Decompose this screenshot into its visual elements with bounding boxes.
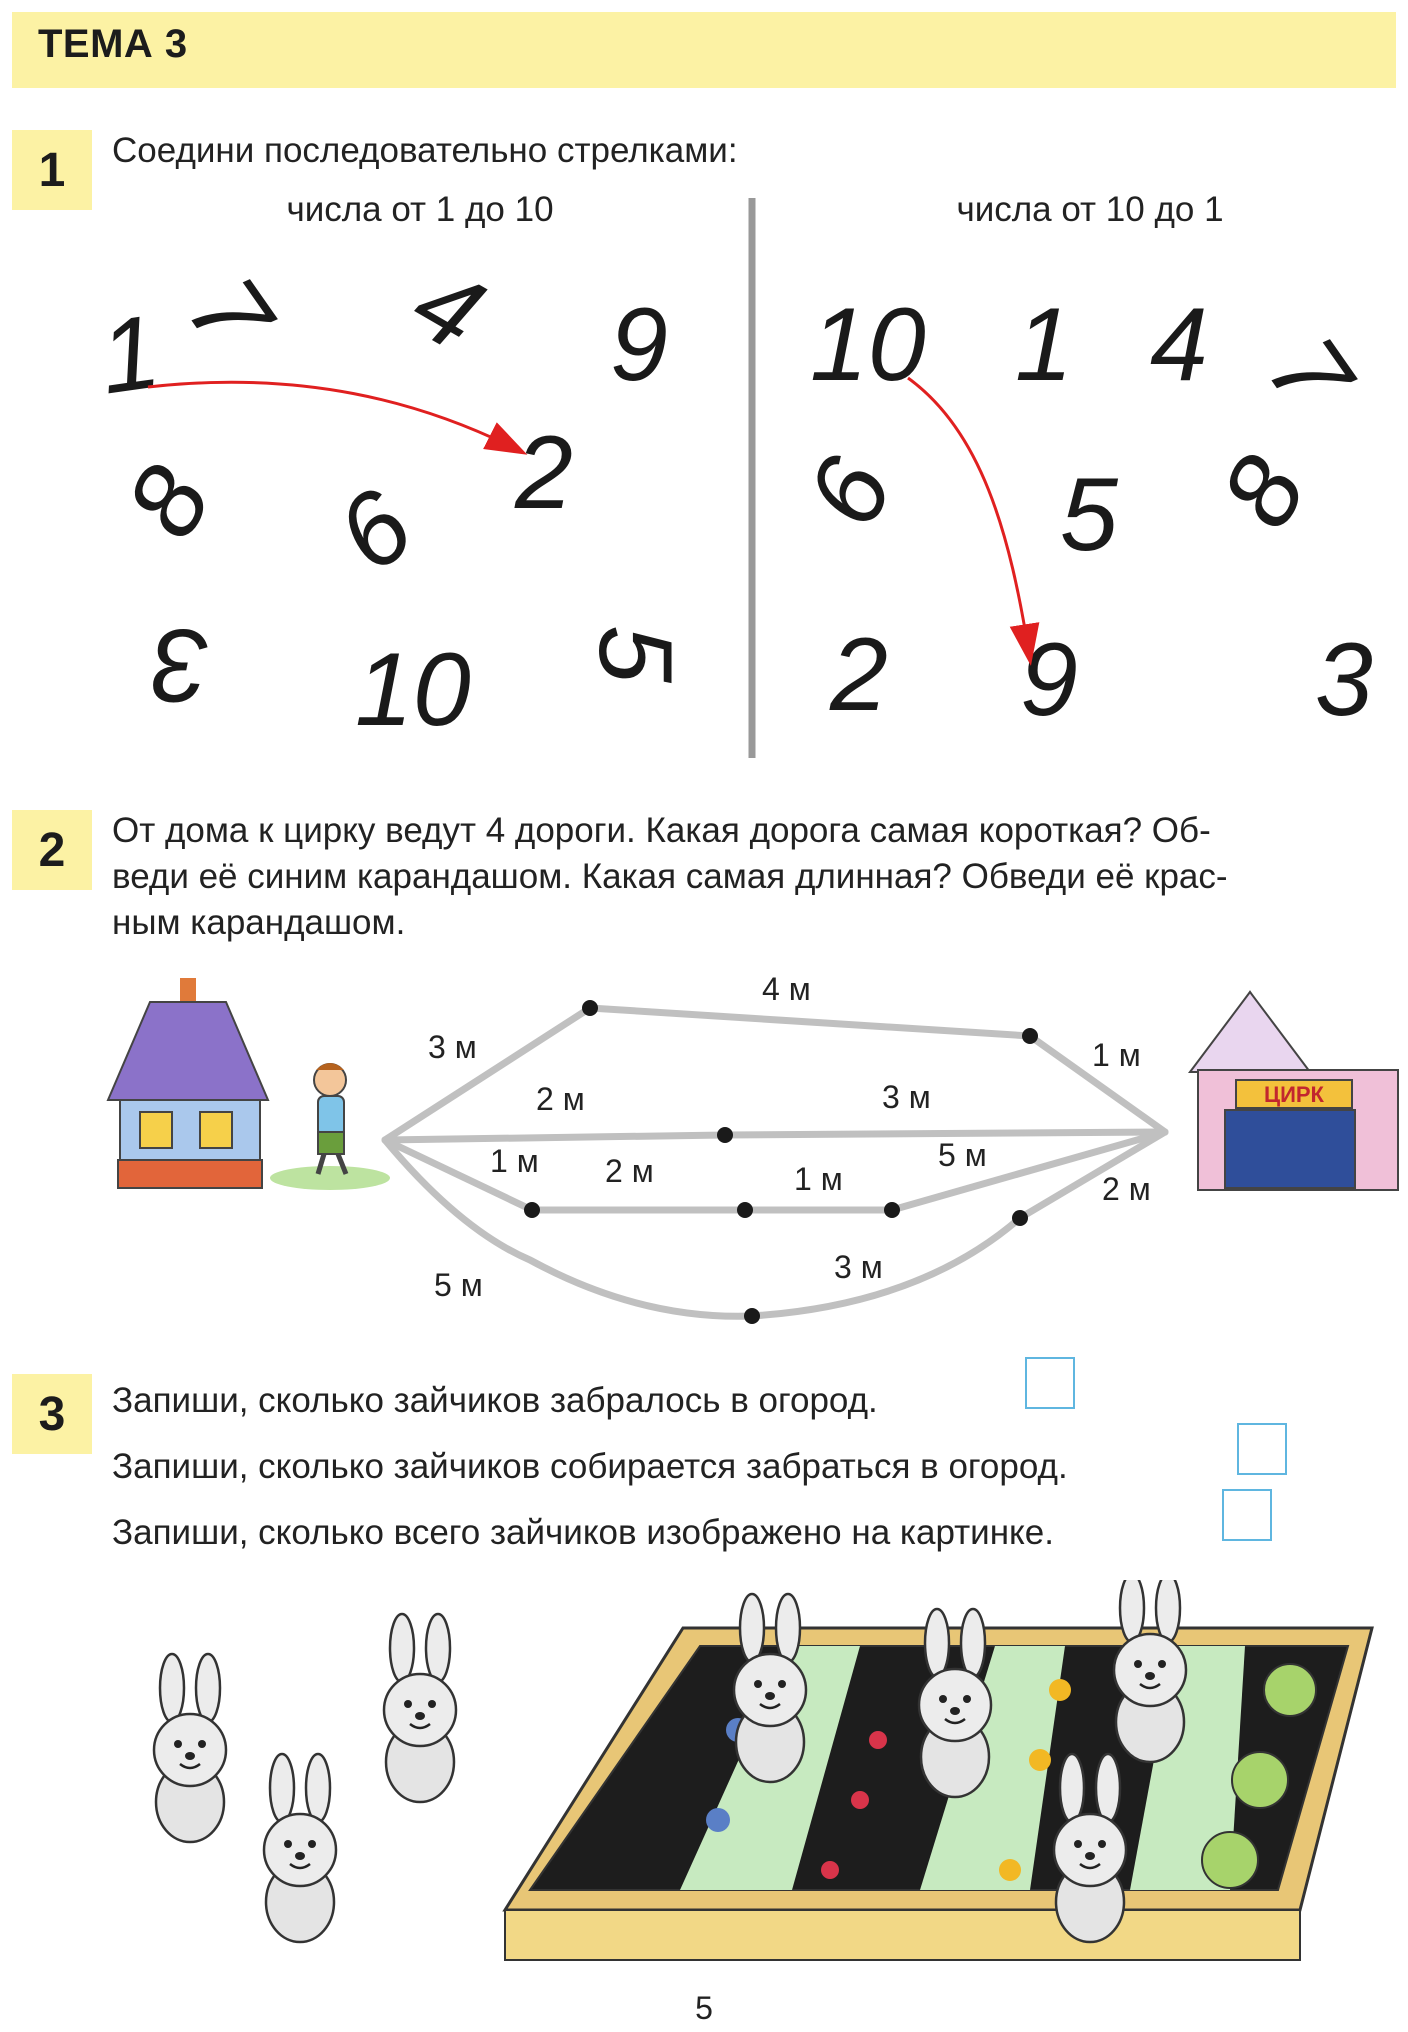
- task-1-number: 1: [12, 130, 92, 210]
- right-number: 4: [1150, 287, 1208, 403]
- road-label: 2 м: [1102, 1171, 1151, 1207]
- task-1-numbers-area: [0, 190, 1408, 770]
- bunny-in-garden: [1114, 1580, 1186, 1762]
- circus-sign: ЦИРК: [1264, 1082, 1324, 1107]
- road-label: 1 м: [490, 1143, 539, 1179]
- left-number: 10: [355, 632, 471, 748]
- rabbits-illustration: [0, 1580, 1408, 1970]
- task-3-number: 3: [12, 1374, 92, 1454]
- road-label: 4 м: [762, 971, 811, 1007]
- right-number: 8: [1199, 438, 1329, 547]
- task-1-left-caption: числа от 1 до 10: [286, 190, 554, 229]
- answer-box-total[interactable]: [1222, 1489, 1272, 1541]
- road-2: [385, 1132, 1165, 1140]
- left-number: 3: [152, 607, 210, 723]
- road-1: [385, 1008, 1165, 1140]
- topic-title: ТЕМА 3: [38, 22, 188, 66]
- house-illustration: [108, 978, 268, 1188]
- task-3-line: Запиши, сколько всего зайчиков изображено на картинке.: [112, 1513, 1054, 1552]
- road-label: 3 м: [882, 1079, 931, 1115]
- road-label: 2 м: [536, 1081, 585, 1117]
- left-number: 2: [515, 415, 573, 531]
- right-number: 5: [1060, 457, 1118, 573]
- left-number: 8: [104, 448, 234, 557]
- road-node: [524, 1202, 540, 1218]
- left-number: 1: [92, 293, 167, 417]
- road-label: 3 м: [834, 1249, 883, 1285]
- road-label: 2 м: [605, 1153, 654, 1189]
- task-2-text: [112, 808, 1392, 946]
- road-label: 5 м: [434, 1267, 483, 1303]
- left-number: 7: [165, 256, 294, 371]
- right-number: 6: [785, 441, 915, 543]
- road-node: [884, 1202, 900, 1218]
- left-number: 9: [610, 287, 668, 403]
- example-arrow-1-to-2: [148, 382, 522, 452]
- bunny-outside: [154, 1654, 226, 1842]
- task-1-instruction: Соедини последовательно стрелками:: [112, 131, 738, 170]
- right-number: 7: [1245, 316, 1374, 431]
- road-node: [582, 1000, 598, 1016]
- right-number: 10: [810, 287, 926, 403]
- road-label: 1 м: [1092, 1037, 1141, 1073]
- road-label: 1 м: [794, 1161, 843, 1197]
- task-3-line: Запиши, сколько зайчиков собирается забраться в огород.: [112, 1447, 1068, 1486]
- road-label: 5 м: [938, 1137, 987, 1173]
- answer-box-in-garden[interactable]: [1025, 1357, 1075, 1409]
- task-2-line: От дома к цирку ведут 4 дороги. Какая дорога самая короткая? Об-: [112, 811, 1211, 850]
- answer-box-about-to-enter[interactable]: [1237, 1423, 1287, 1475]
- bunny-outside: [384, 1614, 456, 1802]
- bunny-in-garden: [734, 1594, 806, 1782]
- boy-illustration: [270, 1063, 390, 1190]
- left-number: 4: [393, 244, 502, 374]
- road-node: [1012, 1210, 1028, 1226]
- page-number: 5: [695, 1990, 713, 2026]
- roads-diagram: [0, 960, 1408, 1340]
- bunny-outside: [264, 1754, 336, 1942]
- task-2-line: ным карандашом.: [112, 903, 406, 942]
- right-number: 9: [1020, 622, 1078, 738]
- example-arrow-10-to-9: [908, 378, 1030, 660]
- road-node: [744, 1308, 760, 1324]
- task-1-right-caption: числа от 10 до 1: [956, 190, 1224, 229]
- task-3-line: Запиши, сколько зайчиков забралось в огород.: [112, 1381, 878, 1420]
- left-number: 5: [577, 625, 693, 683]
- road-label: 3 м: [428, 1029, 477, 1065]
- road-node: [737, 1202, 753, 1218]
- right-number: 1: [1015, 287, 1073, 403]
- road-node: [1022, 1028, 1038, 1044]
- left-number: 6: [315, 467, 435, 594]
- right-number: 2: [830, 617, 888, 733]
- road-node: [717, 1127, 733, 1143]
- right-number: 3: [1315, 622, 1373, 738]
- task-2-number: 2: [12, 810, 92, 890]
- task-2-line: веди её синим карандашом. Какая самая длинная? Обведи её крас-: [112, 857, 1228, 896]
- circus-illustration: [1190, 992, 1398, 1190]
- topic-header-band: [12, 12, 1396, 88]
